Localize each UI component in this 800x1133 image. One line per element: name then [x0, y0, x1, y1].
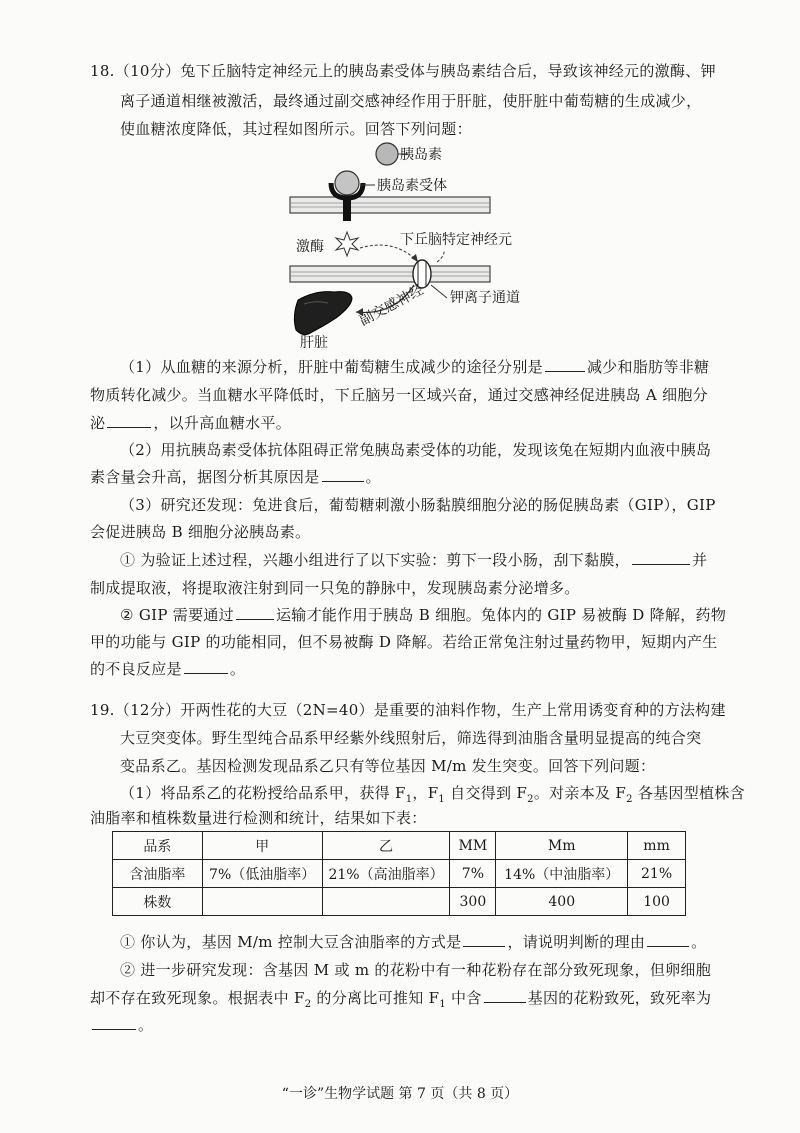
insulin-molecule: [376, 143, 398, 165]
page-footer: “一诊”生物学试题 第 7 页（共 8 页）: [281, 1086, 519, 1102]
q18-part3-2-line-1: ② GIP 需要通过 运输才能作用于胰岛 B 细胞。兔体内的 GIP 易被酶 D 降解，药物: [120, 606, 727, 624]
q18-part3-2-line-3: 的不良反应是 。: [90, 660, 246, 678]
table-header-cell: 品系: [113, 832, 203, 860]
label-neuron: 下丘脑特定神经元: [400, 232, 512, 248]
table-cell: 14%（中油脂率）: [496, 860, 628, 888]
q19-stem-line-1: 19.（12分）开两性花的大豆（2N=40）是重要的油料作物，生产上常用诱变育种的方法构建: [90, 701, 726, 719]
table-header-cell: mm: [628, 832, 686, 860]
label-liver: 肝脏: [300, 335, 328, 351]
answer-blank[interactable]: [647, 932, 689, 947]
table-cell: [202, 888, 322, 916]
label-insulin: 胰岛素: [400, 147, 442, 163]
q18-stem-line-2: 离子通道相继被激活，最终通过副交感神经作用于肝脏，使肝脏中葡萄糖的生成减少，: [120, 92, 702, 110]
results-table: [112, 831, 686, 916]
q19-stem-line-3: 变品系乙。基因检测发现品系乙只有等位基因 M/m 发生突变。回答下列问题：: [120, 757, 656, 775]
q19-part1-line-2: 油脂率和植株数量进行检测和统计，结果如下表：: [90, 809, 427, 827]
q18-part3-line-1: （3）研究还发现：兔进食后，葡萄糖刺激小肠黏膜细胞分泌的肠促胰岛素（GIP），GIP: [120, 496, 716, 514]
q19-stem-line-2: 大豆突变体。野生型纯合品系甲经紫外线照射后，筛选得到油脂含量明显提高的纯合突: [120, 729, 702, 747]
q18-number: 18.: [90, 62, 115, 80]
answer-blank[interactable]: [236, 605, 274, 620]
q19-score: （12分）: [114, 701, 181, 719]
q18-part2-line-2: 素含量会升高，据图分析其原因是 。: [90, 468, 381, 486]
table-cell: 7%（低油脂率）: [202, 860, 322, 888]
q18-score: （10分）: [114, 62, 181, 80]
table-cell: 株数: [113, 888, 203, 916]
table-header-row: [113, 832, 686, 860]
kinase-star: [336, 232, 358, 256]
q19-part1-line-1: （1）将品系乙的花粉授给品系甲，获得 $F_1$，$F_1$ 自交得到 $F_2$。对亲本及 $F_2$ 各基因型植株含: [120, 784, 745, 805]
label-insulin-receptor: 胰岛素受体: [377, 178, 447, 194]
lower-membrane: [290, 266, 490, 282]
table-header-cell: Mm: [496, 832, 628, 860]
table-header-cell: 乙: [322, 832, 450, 860]
answer-blank[interactable]: [184, 659, 228, 674]
table-cell: [322, 888, 450, 916]
table-cell: 300: [450, 888, 496, 916]
answer-blank[interactable]: [463, 932, 505, 947]
q18-part3-1-line-1: ① 为验证上述过程，兴趣小组进行了以下实验：剪下一段小肠，刮下黏膜， 并: [120, 551, 708, 569]
q18-part1-line-2: 物质转化减少。当血糖水平降低时，下丘脑另一区域兴奋，通过交感神经促进胰岛 A 细胞分: [90, 386, 708, 404]
q19-part1-2-line-2: 却不存在致死现象。根据表中 $F_2$ 的分离比可推知 $F_1$ 中含 基因的花粉致死，致死率为: [90, 989, 712, 1010]
label-potassium-channel: 钾离子通道: [450, 290, 520, 306]
q18-part3-1-line-2: 制成提取液，将提取液注射到同一只兔的静脉中，发现胰岛素分泌增多。: [90, 579, 580, 597]
q18-part3-line-2: 会促进胰岛 B 细胞分泌胰岛素。: [90, 523, 311, 541]
table-cell: 7%: [450, 860, 496, 888]
answer-blank[interactable]: [632, 550, 690, 565]
table-header-cell: 甲: [202, 832, 322, 860]
upper-membrane: [290, 197, 490, 213]
q19-part1-2-line-3: 。: [90, 1015, 153, 1035]
answer-blank[interactable]: [107, 413, 151, 428]
answer-blank[interactable]: [92, 1015, 136, 1030]
label-parasympathetic: 副交感神经: [357, 282, 427, 330]
table-cell: 21%: [628, 860, 686, 888]
q18-part1-line-3: 泌 ，以升高血糖水平。: [90, 414, 292, 432]
answer-blank[interactable]: [545, 357, 585, 372]
q18-part3-2-line-2: 甲的功能与 GIP 的功能相同，但不易被酶 D 降解。若给正常兔注射过量药物甲，短期内产生: [90, 633, 718, 651]
label-kinase: 激酶: [296, 239, 324, 255]
q18-stem-line-1: 18.（10分）兔下丘脑特定神经元上的胰岛素受体与胰岛素结合后，导致该神经元的激酶、钾: [90, 62, 716, 80]
table-cell: 21%（高油脂率）: [322, 860, 450, 888]
q19-part1-2-line-1: ② 进一步研究发现：含基因 M 或 m 的花粉中有一种花粉存在部分致死现象，但卵细胞: [120, 961, 712, 979]
answer-blank[interactable]: [484, 988, 526, 1003]
q19-part1-1-line: ① 你认为，基因 M/m 控制大豆含油脂率的方式是 ，请说明判断的理由 。: [120, 933, 707, 951]
table-cell: 含油脂率: [113, 860, 203, 888]
table-row: [113, 888, 686, 916]
q19-number: 19.: [90, 701, 115, 719]
liver-shape: [294, 292, 352, 335]
table-header-cell: MM: [450, 832, 496, 860]
table-row: [113, 860, 686, 888]
answer-blank[interactable]: [322, 467, 364, 482]
q18-part2-line-1: （2）用抗胰岛素受体抗体阻碍正常兔胰岛素受体的功能，发现该兔在短期内血液中胰岛: [120, 441, 712, 459]
table-cell: 400: [496, 888, 628, 916]
table-cell: 100: [628, 888, 686, 916]
q18-stem-line-3: 使血糖浓度降低，其过程如图所示。回答下列问题：: [120, 120, 472, 138]
q18-part1-line-1: （1）从血糖的来源分析，肝脏中葡萄糖生成减少的途径分别是 减少和脂肪等非糖: [120, 358, 710, 376]
